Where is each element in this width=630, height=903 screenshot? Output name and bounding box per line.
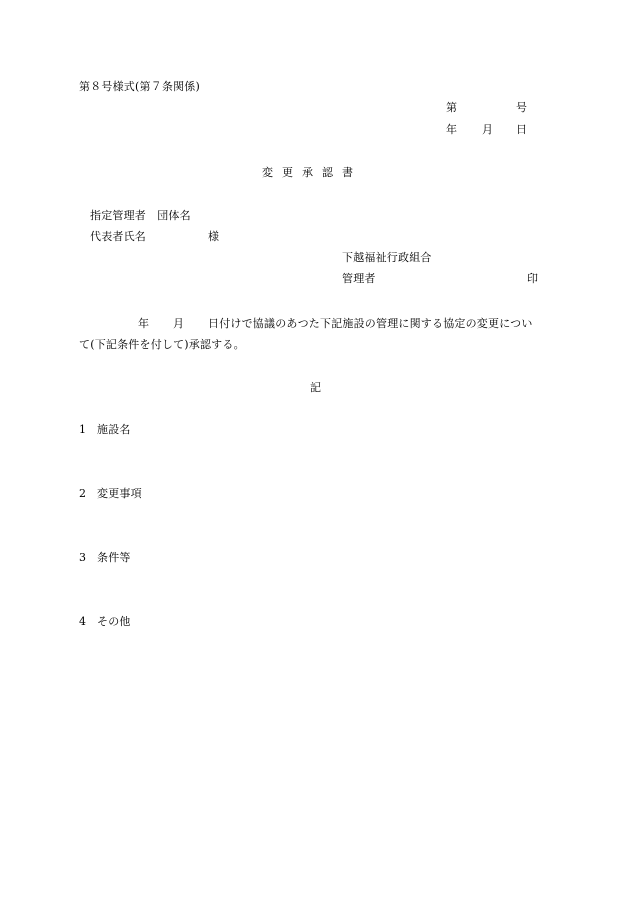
date-year: 年 (446, 123, 458, 136)
item-label-conditions: 条件等 (97, 551, 131, 564)
issuer-org: 下越福祉行政組合 (342, 251, 432, 264)
item-label-facility-name: 施設名 (97, 423, 131, 436)
manager-org: 指定管理者 団体名 (90, 209, 191, 222)
item-number: 1 (79, 423, 87, 436)
representative-name-label: 代表者氏名 (90, 230, 146, 243)
item-label-other: その他 (97, 615, 131, 628)
honorific: 様 (208, 230, 220, 243)
item-label-change-items: 変更事項 (97, 487, 142, 500)
body-line-1: 日付けで協議のあつた下記施設の管理に関する協定の変更につい (208, 317, 533, 330)
form-label: 第８号様式(第７条関係) (79, 80, 200, 93)
body-month: 月 (173, 317, 185, 330)
number-suffix: 号 (516, 101, 528, 114)
date-day: 日 (516, 123, 528, 136)
item-number: 2 (79, 487, 87, 500)
number-prefix: 第 (446, 101, 458, 114)
document-title: 変更承認書 (262, 166, 362, 179)
body-year: 年 (138, 317, 150, 330)
issuer-title: 管理者 (342, 272, 376, 285)
item-number: 3 (79, 551, 87, 564)
date-month: 月 (482, 123, 494, 136)
item-number: 4 (79, 615, 87, 628)
body-line-2: て(下記条件を付して)承認する。 (79, 338, 245, 351)
seal-mark: 印 (527, 272, 539, 285)
ki-heading: 記 (310, 381, 322, 394)
